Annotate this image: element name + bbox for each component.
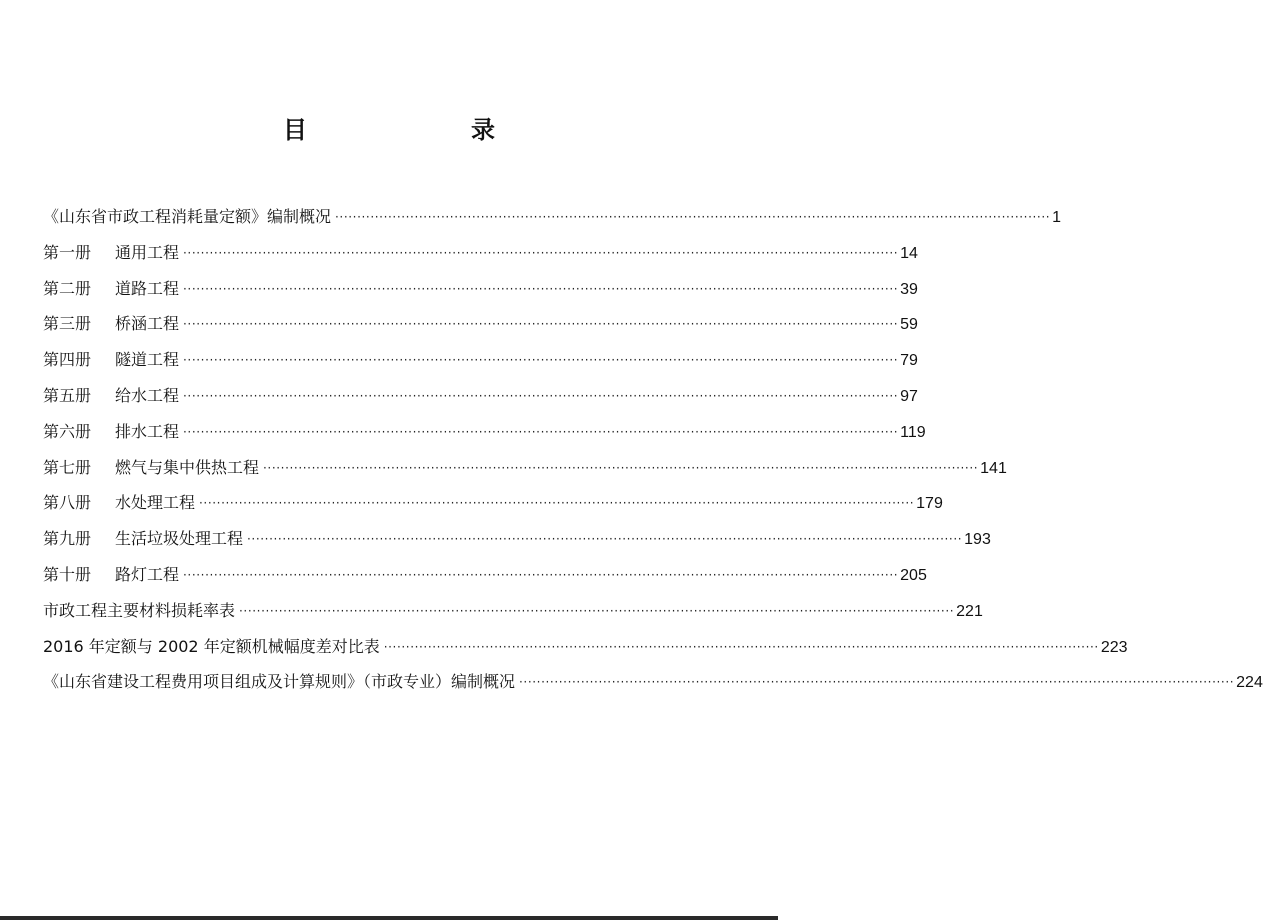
toc-entry-title: 桥涵工程: [115, 314, 180, 334]
toc-entry[interactable]: [43, 490, 943, 526]
toc-page-number: 179: [916, 495, 943, 513]
toc-volume-label: 第五册: [43, 385, 92, 405]
toc-entry-title: 生活垃圾处理工程: [115, 529, 244, 549]
toc-dot-leader: ··································································································································································: [183, 245, 899, 260]
toc-dot-leader: ··································································································································································: [335, 210, 1051, 224]
toc-entry[interactable]: [43, 598, 983, 634]
toc-page-number: 221: [956, 602, 983, 620]
toc-entry[interactable]: [43, 634, 1128, 670]
toc-page-number: 223: [1100, 638, 1128, 656]
toc-dot-leader: ··································································································································································: [183, 353, 899, 368]
toc-entry-title: 道路工程: [115, 278, 180, 298]
toc-entry[interactable]: [43, 204, 1062, 240]
toc-entry[interactable]: [43, 276, 918, 312]
toc-entry-title: 路灯工程: [115, 564, 180, 584]
toc-page-number: 14: [900, 244, 918, 262]
toc-volume-label: 第八册: [43, 493, 92, 513]
toc-dot-leader: ··································································································································································: [239, 603, 955, 618]
toc-entry[interactable]: [43, 562, 927, 598]
toc-dot-leader: ··································································································································································: [519, 675, 1235, 690]
toc-volume-label: 第三册: [43, 314, 92, 334]
toc-entry-title: 《山东省市政工程消耗量定额》编制概况: [43, 207, 332, 226]
toc-page-number: 119: [900, 423, 926, 441]
toc-dot-leader: ··································································································································································: [183, 424, 899, 439]
toc-volume-label: 第七册: [43, 457, 92, 477]
toc-page-number: 205: [900, 566, 927, 584]
toc-entry-title: 燃气与集中供热工程: [115, 457, 260, 477]
toc-entry[interactable]: [43, 311, 918, 347]
toc-volume-label: 第一册: [43, 242, 92, 262]
page-title: 目 录: [283, 116, 565, 144]
page-bottom-border: [0, 916, 778, 920]
toc-volume-label: 第十册: [43, 564, 92, 584]
toc-entry[interactable]: [43, 419, 926, 455]
toc-entry[interactable]: [43, 526, 991, 562]
toc-entry-title: 水处理工程: [115, 493, 196, 513]
toc-entry-title: 隧道工程: [115, 350, 180, 370]
toc-dot-leader: ··································································································································································: [247, 532, 963, 547]
toc-page-number: 39: [900, 280, 918, 298]
toc-entry-title: 通用工程: [115, 242, 180, 262]
toc-dot-leader: ··································································································································································: [199, 496, 915, 511]
toc-page-number: 224: [1236, 674, 1263, 692]
toc-entry-title: 《山东省建设工程费用项目组成及计算规则》（市政专业）编制概况: [43, 672, 516, 692]
toc-entry[interactable]: [43, 383, 918, 419]
toc-entry[interactable]: [43, 455, 1007, 491]
toc-volume-label: 第四册: [43, 350, 92, 370]
toc-volume-label: 第二册: [43, 278, 92, 298]
toc-dot-leader: ··································································································································································: [183, 281, 899, 296]
table-of-contents: [43, 204, 1263, 705]
toc-volume-label: 第九册: [43, 529, 92, 549]
toc-page-number: 59: [900, 316, 918, 334]
toc-dot-leader: ··································································································································································: [183, 388, 899, 403]
toc-dot-leader: ··································································································································································: [183, 567, 899, 582]
toc-dot-leader: ··································································································································································: [383, 639, 1099, 654]
toc-entry[interactable]: [43, 347, 918, 383]
toc-page-number: 1: [1052, 209, 1062, 226]
toc-entry[interactable]: [43, 669, 1263, 705]
toc-page-number: 97: [900, 387, 918, 405]
toc-entry-title: 给水工程: [115, 385, 180, 405]
toc-entry-title: 排水工程: [115, 421, 180, 441]
toc-dot-leader: ··································································································································································: [183, 317, 899, 332]
toc-page-number: 141: [980, 459, 1007, 477]
toc-entry[interactable]: [43, 240, 918, 276]
toc-volume-label: 第六册: [43, 421, 92, 441]
toc-entry-title: 2016 年定额与 2002 年定额机械幅度差对比表: [43, 636, 380, 656]
toc-page-number: 193: [964, 531, 991, 549]
toc-dot-leader: ··································································································································································: [263, 460, 979, 475]
toc-entry-title: 市政工程主要材料损耗率表: [43, 600, 236, 620]
toc-page-number: 79: [900, 352, 918, 370]
